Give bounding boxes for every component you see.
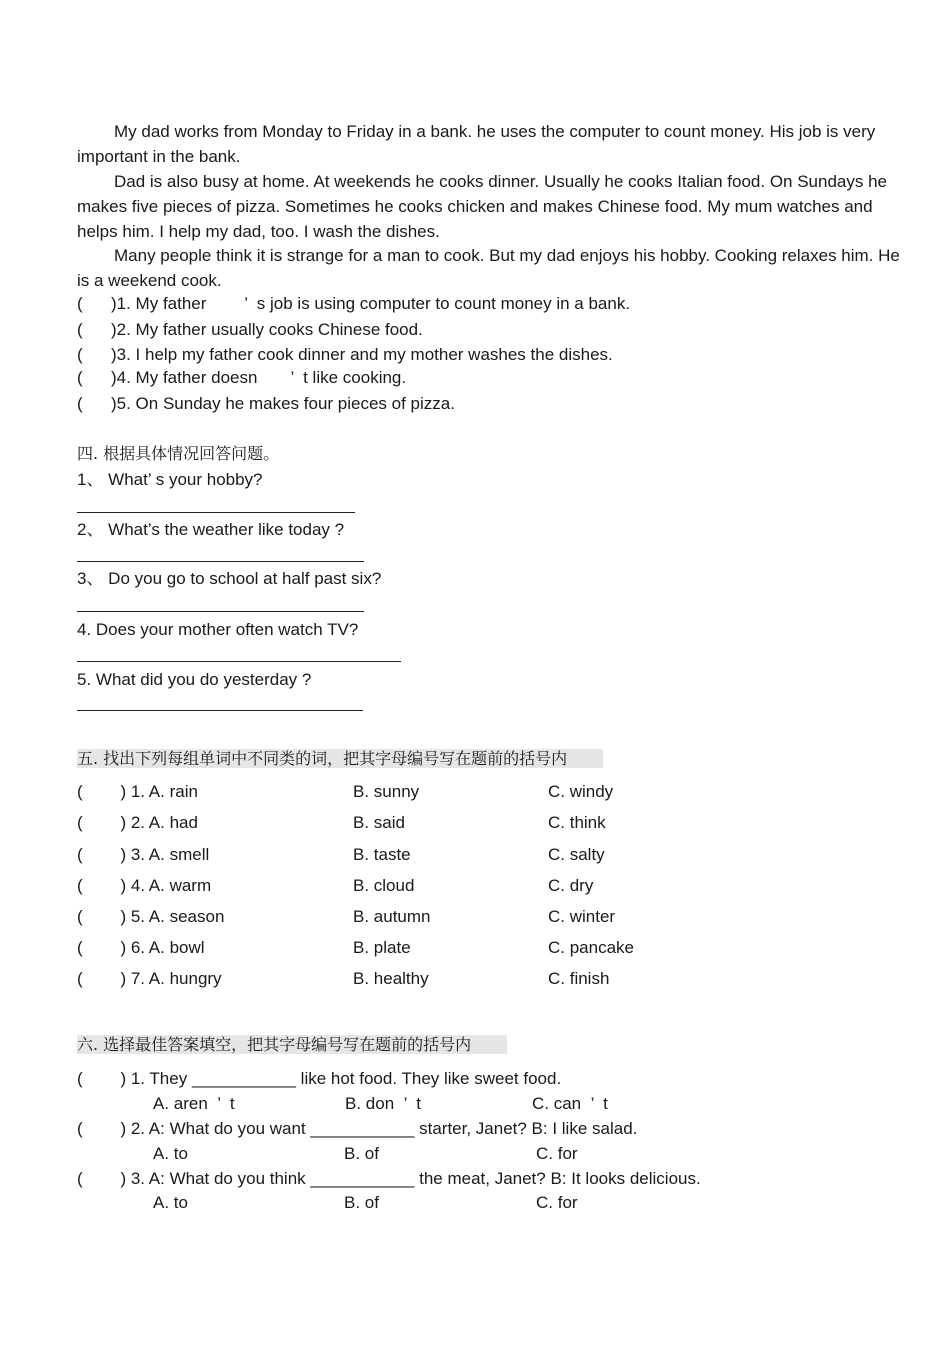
s5-row-6-option-c: C. pancake — [548, 938, 634, 957]
s5-row-5 — [77, 906, 877, 928]
tf-question-2: ( )2. My father usually cooks Chinese food. — [77, 320, 423, 339]
s5-row-2-option-a: ( ) 2. A. had — [77, 813, 198, 832]
s5-row-2 — [77, 812, 877, 834]
s4-question-4: 4. Does your mother often watch TV? — [77, 620, 359, 639]
tf-question-1: ( )1. My father ’ s job is using computer to count money in a bank. — [77, 294, 631, 313]
s5-row-3-option-b: B. taste — [353, 845, 411, 864]
s4-question-2: 2、 What’s the weather like today ? — [77, 520, 345, 539]
passage-paragraph-3: Many people think it is strange for a man to cook. But my dad enjoys his hobby. Cooking relaxes him. He is a weekend cook. — [77, 246, 900, 290]
s6-question-1: ( ) 1. They ___________ like hot food. They like sweet food. — [77, 1069, 562, 1088]
s6-q3-option-a: A. to — [153, 1193, 188, 1212]
s5-row-4 — [77, 875, 877, 897]
s4-question-3: 3、 Do you go to school at half past six? — [77, 569, 382, 588]
tf-question-4: ( )4. My father doesn ’ t like cooking. — [77, 368, 407, 387]
s6-q1-option-a: A. aren ’ t — [153, 1094, 235, 1113]
s4-answer-line-4[interactable] — [77, 661, 401, 662]
s5-row-3-option-a: ( ) 3. A. smell — [77, 845, 210, 864]
s5-row-6-option-a: ( ) 6. A. bowl — [77, 938, 205, 957]
section6-title-highlight: 六. 选择最佳答案填空，把其字母编号写在题前的括号内 — [77, 1035, 507, 1054]
section4-title: 四. 根据具体情况回答问题。 — [77, 444, 280, 463]
s5-row-3 — [77, 844, 877, 866]
s5-row-7 — [77, 968, 877, 990]
s6-question-2: ( ) 2. A: What do you want ___________ starter, Janet? B: I like salad. — [77, 1119, 638, 1138]
s5-row-5-option-b: B. autumn — [353, 907, 431, 926]
s5-row-4-option-b: B. cloud — [353, 876, 415, 895]
tf-question-3: ( )3. I help my father cook dinner and my mother washes the dishes. — [77, 345, 613, 364]
s5-row-4-option-c: C. dry — [548, 876, 594, 895]
s5-row-7-option-a: ( ) 7. A. hungry — [77, 969, 222, 988]
s5-row-1-option-c: C. windy — [548, 782, 614, 801]
section5-title — [77, 748, 603, 770]
s5-row-6 — [77, 937, 877, 959]
s5-row-2-option-c: C. think — [548, 813, 606, 832]
s5-row-1-option-a: ( ) 1. A. rain — [77, 782, 198, 801]
s5-row-5-option-c: C. winter — [548, 907, 616, 926]
s5-row-2-option-b: B. said — [353, 813, 405, 832]
s4-answer-line-3[interactable] — [77, 611, 364, 612]
section6-title — [77, 1034, 507, 1056]
s5-row-7-option-b: B. healthy — [353, 969, 429, 988]
tf-question-5: ( )5. On Sunday he makes four pieces of pizza. — [77, 394, 455, 413]
s4-question-1: 1、 What’ s your hobby? — [77, 470, 263, 489]
s5-row-7-option-c: C. finish — [548, 969, 610, 988]
s6-question-1-options — [153, 1093, 853, 1115]
s6-q2-option-b: B. of — [344, 1144, 379, 1163]
s6-q1-option-c: C. can ’ t — [532, 1094, 608, 1113]
s4-question-5: 5. What did you do yesterday ? — [77, 670, 312, 689]
passage-paragraph-1: My dad works from Monday to Friday in a bank. he uses the computer to count money. His job is very important in the bank. — [77, 122, 876, 166]
s5-row-4-option-a: ( ) 4. A. warm — [77, 876, 212, 895]
s6-q1-option-b: B. don ’ t — [345, 1094, 421, 1113]
s4-answer-line-1[interactable] — [77, 512, 355, 513]
s4-answer-line-2[interactable] — [77, 561, 364, 562]
s6-q2-option-a: A. to — [153, 1144, 188, 1163]
s5-row-6-option-b: B. plate — [353, 938, 411, 957]
s6-question-3: ( ) 3. A: What do you think ___________ the meat, Janet? B: It looks delicious. — [77, 1169, 701, 1188]
s4-answer-line-5[interactable] — [77, 710, 363, 711]
s6-q3-option-c: C. for — [536, 1193, 578, 1212]
s5-row-1 — [77, 781, 877, 803]
s6-q3-option-b: B. of — [344, 1193, 379, 1212]
passage-paragraph-2: Dad is also busy at home. At weekends he cooks dinner. Usually he cooks Italian food. On Sundays he makes five pieces of pizza. Sometimes he cooks chicken and makes Chinese food. My mum watches and helps him. I help my dad, too. I wash the dishes. — [77, 172, 888, 241]
s6-question-3-options — [153, 1192, 853, 1214]
s6-q2-option-c: C. for — [536, 1144, 578, 1163]
s5-row-5-option-a: ( ) 5. A. season — [77, 907, 225, 926]
s5-row-3-option-c: C. salty — [548, 845, 605, 864]
s6-question-2-options — [153, 1143, 853, 1165]
s5-row-1-option-b: B. sunny — [353, 782, 420, 801]
section5-title-highlight: 五. 找出下列每组单词中不同类的词，把其字母编号写在题前的括号内 — [77, 749, 603, 768]
